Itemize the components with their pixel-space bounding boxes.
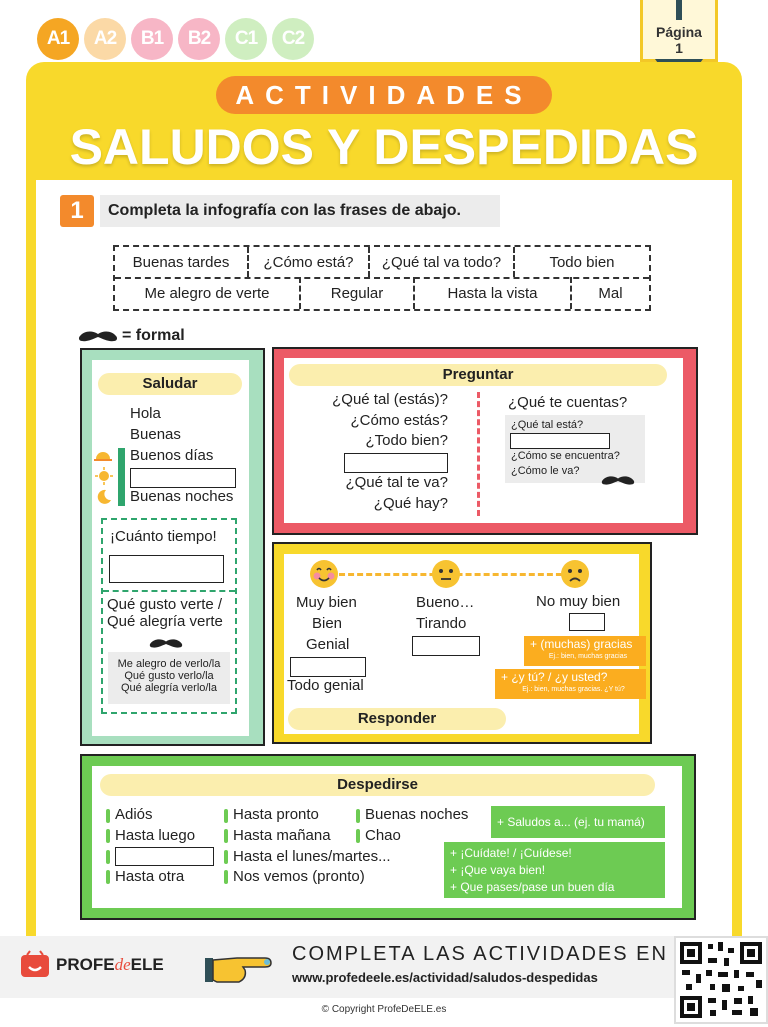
question-item: ¿Qué te cuentas? [508, 394, 628, 411]
formal-greeting: Qué alegría verlo/la [121, 682, 217, 694]
question-item: ¿Qué tal te va? [345, 474, 448, 491]
formal-legend: = formal [122, 327, 185, 344]
answer-item: Muy bien [296, 594, 357, 611]
cuidate-tag: + ¡Cuídate! / ¡Cuídese! + ¡Que vaya bien! + Que pases/pase un buen día [444, 842, 665, 898]
cuanto-tiempo-text: ¡Cuánto tiempo! [110, 528, 217, 545]
answer-item: Bien [312, 615, 343, 632]
level-b1-badge: B1 [131, 18, 173, 60]
saludar-answer-field[interactable] [130, 468, 236, 488]
preguntar-answer-field-2[interactable] [510, 433, 610, 449]
question-item: ¿Todo bien? [365, 432, 448, 449]
farewell-item: Nos vemos (pronto) [233, 868, 365, 885]
saludar-answer-field-2[interactable] [109, 555, 224, 583]
phrase-chip[interactable]: Buenas tardes [132, 254, 230, 271]
level-c1-badge: C1 [225, 18, 267, 60]
happy-face-icon [309, 559, 339, 589]
mustache-icon [78, 330, 118, 344]
phrase-chip[interactable]: Regular [330, 285, 384, 302]
activity-url[interactable]: www.profedeele.es/actividad/saludos-despedidas [292, 970, 598, 985]
answer-item: Bueno… [416, 594, 475, 611]
preguntar-divider [477, 392, 480, 516]
phrase-chip[interactable]: ¿Qué tal va todo? [381, 254, 502, 271]
neutral-face-icon [431, 559, 461, 589]
brand-logo[interactable]: PROFEdeELE [56, 955, 164, 974]
phrase-chip[interactable]: ¿Cómo está? [263, 254, 354, 271]
farewell-item: Hasta pronto [233, 806, 319, 823]
level-a1-badge: A1 [37, 18, 79, 60]
gusto-line: Qué alegría verte [107, 613, 223, 630]
cta-text: COMPLETA LAS ACTIVIDADES EN [292, 943, 668, 965]
greeting-item: Buenas noches [130, 488, 234, 505]
phrase-chip[interactable]: Todo bien [549, 254, 615, 271]
responder-answer-field[interactable] [290, 657, 366, 677]
farewell-item: Hasta mañana [233, 827, 331, 844]
question-item: ¿Qué tal (estás)? [332, 391, 448, 408]
level-c2-badge: C2 [272, 18, 314, 60]
phrase-chip[interactable]: Hasta la vista [447, 285, 538, 302]
gracias-tag: + (muchas) gracias Ej.: bien, muchas gracias [524, 636, 646, 666]
farewell-item: Hasta el lunes/martes... [233, 848, 391, 865]
profe-logo-icon [20, 950, 50, 980]
formal-greeting: Qué gusto verlo/la [124, 670, 214, 682]
formal-greeting: Me alegro de verlo/la [117, 658, 221, 670]
farewell-item: Hasta otra [115, 868, 185, 885]
preguntar-answer-field[interactable] [344, 453, 448, 473]
page-number: 1 [675, 40, 683, 56]
answer-item: Genial [306, 636, 350, 653]
moon-icon [96, 489, 112, 505]
time-bar [118, 448, 125, 506]
footer [0, 936, 768, 1024]
question-item: ¿Qué hay? [373, 495, 448, 512]
saludos-a-tag: + Saludos a... (ej. tu mamá) [491, 806, 665, 838]
farewell-item: Adiós [115, 806, 153, 823]
level-b2-badge: B2 [178, 18, 220, 60]
despedirse-answer-field[interactable] [115, 847, 214, 866]
formal-question: ¿Cómo se encuentra? [511, 450, 620, 462]
responder-title: Responder [288, 708, 506, 730]
page-title: SALUDOS Y DESPEDIDAS [69, 119, 699, 175]
question-item: ¿Cómo estás? [350, 412, 448, 429]
exercise-instruction: Completa la infografía con las frases de abajo. [100, 195, 500, 227]
gusto-line: Qué gusto verte / [107, 596, 223, 613]
answer-item: No muy bien [536, 593, 621, 610]
formal-question: ¿Cómo le va? [511, 465, 580, 477]
sun-icon [95, 467, 113, 485]
pointing-hand-icon [203, 944, 273, 988]
despedirse-title: Despedirse [100, 774, 655, 796]
preguntar-title: Preguntar [289, 364, 667, 386]
saludar-title: Saludar [98, 373, 242, 395]
farewell-item: Buenas noches [365, 806, 469, 823]
page-label: Página [656, 24, 702, 40]
responder-answer-field-3[interactable] [569, 613, 605, 631]
farewell-item: Chao [365, 827, 401, 844]
activities-kicker: ACTIVIDADES [216, 76, 552, 114]
answer-item: Tirando [416, 615, 467, 632]
farewell-item: Hasta luego [115, 827, 196, 844]
level-a2-badge: A2 [84, 18, 126, 60]
sad-face-icon [560, 559, 590, 589]
greeting-item: Hola [130, 405, 161, 422]
greeting-item: Buenos días [130, 447, 214, 464]
phrase-bank [113, 245, 651, 311]
responder-answer-field-2[interactable] [412, 636, 480, 656]
answer-item: Todo genial [287, 677, 364, 694]
copyright: © Copyright ProfeDeELE.es [321, 1004, 447, 1015]
mustache-icon [601, 475, 635, 487]
sunrise-icon [94, 446, 112, 462]
mustache-icon [149, 638, 183, 650]
formal-question: ¿Qué tal está? [511, 419, 584, 431]
greeting-item: Buenas [130, 426, 181, 443]
y-tu-tag: + ¿y tú? / ¿y usted? Ej.: bien, muchas gracias. ¿Y tú? [495, 669, 646, 699]
phrase-chip[interactable]: Me alegro de verte [144, 285, 270, 302]
phrase-chip[interactable]: Mal [598, 285, 623, 302]
exercise-number: 1 [60, 195, 94, 227]
